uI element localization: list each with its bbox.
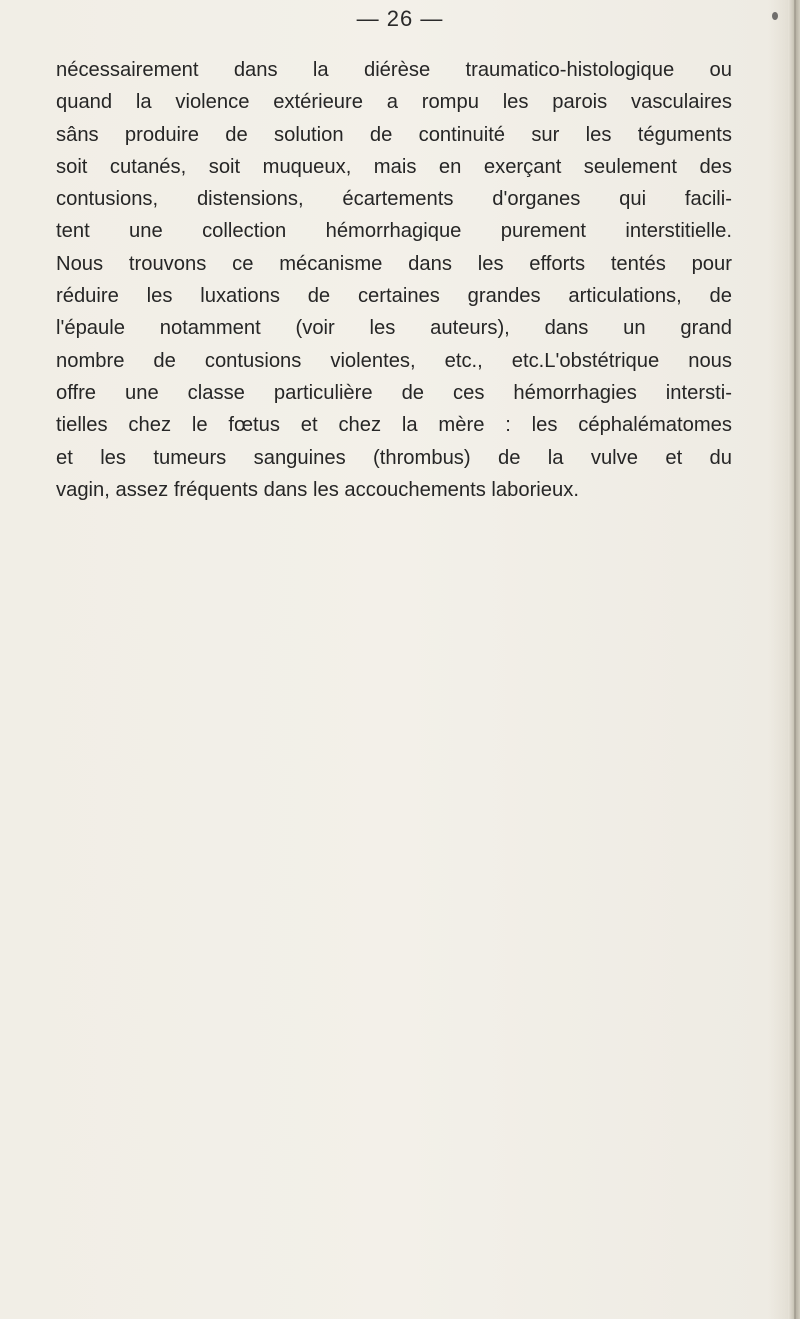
text-line: quand la violence extérieure a rompu les parois vasculaires [56,91,732,114]
text-line: vagin, assez fréquents dans les accouchements laborieux. [56,478,579,501]
page-number: — 26 — [356,6,444,31]
text-line: nécessairement dans la diérèse traumatico-histologique ou [56,59,732,81]
text-line: contusions, distensions, écartements d'organes qui facili- [56,188,732,211]
text-line: sâns produire de solution de continuité sur les téguments [56,123,732,146]
text-line: soit cutanés, soit muqueux, mais en exerçant seulement des [56,155,732,178]
text-line: Nous trouvons ce mécanisme dans les efforts tentés pour [56,252,732,275]
text-line: tielles chez le fœtus et chez la mère : les céphalématomes [56,414,732,437]
text-line: l'épaule notamment (voir les auteurs), dans un grand [56,317,732,340]
text-line: réduire les luxations de certaines grandes articulations, de [56,285,732,308]
text-line: offre une classe particulière de ces hémorrhagies intersti- [56,381,732,404]
page-edge-line [794,0,796,1319]
text-line: et les tumeurs sanguines (thrombus) de la vulve et du [56,446,732,469]
paragraph [56,54,732,506]
text-line: tent une collection hémorrhagique purement interstitielle. [56,220,732,243]
text-line: nombre de contusions violentes, etc., etc.L'obstétrique nous [56,349,732,372]
